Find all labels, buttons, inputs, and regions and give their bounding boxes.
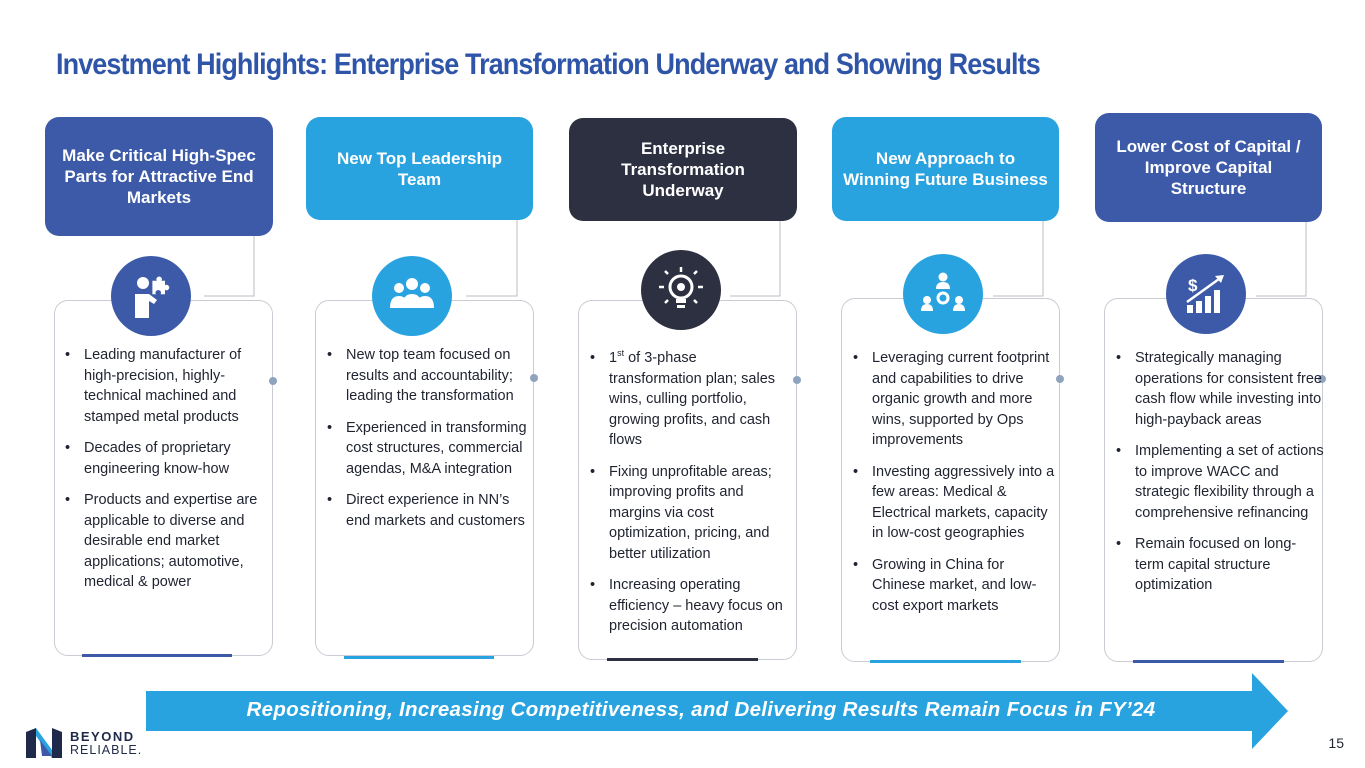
team-icon — [372, 256, 452, 336]
bullet-item: • Growing in China for Chinese market, and low-cost export markets — [850, 555, 1055, 617]
network-gear-icon — [903, 254, 983, 334]
bullet-list — [62, 345, 267, 604]
lightbulb-gear-icon — [641, 250, 721, 330]
svg-text:$: $ — [1188, 276, 1198, 295]
person-puzzle-icon — [111, 256, 191, 336]
bullet-text: of 3-phase transformation plan; sales wins, culling portfolio, growing profits, and cash flows — [609, 350, 776, 448]
ordinal-number: 1 — [609, 350, 618, 366]
column-header-transformation — [569, 118, 797, 221]
logo-text-line1: BEYOND — [70, 729, 135, 744]
connector-dot — [269, 377, 277, 385]
card-underline — [870, 660, 1021, 663]
card-underline — [82, 654, 232, 657]
bullet-item: • Increasing operating efficiency – heavy focus on precision automation — [587, 575, 792, 637]
bullet-item: • Decades of proprietary engineering know-how — [62, 438, 267, 479]
connector-dot — [530, 374, 538, 382]
page-number: 15 — [1328, 735, 1344, 751]
bullet-item: • Experienced in transforming cost structures, commercial agendas, M&A integration — [324, 418, 529, 480]
connector-dot — [1056, 375, 1064, 383]
bullet-list — [850, 348, 1055, 627]
bullet-item: • Leveraging current footprint and capabilities to drive organic growth and more wins, supported by Ops improvements — [850, 348, 1055, 451]
bullet-item: • Leading manufacturer of high-precision, highly-technical machined and stamped metal products — [62, 345, 267, 427]
ordinal-suffix: st — [617, 348, 625, 359]
bullet-item: • Products and expertise are applicable to diverse and desirable end market applications; automotive, medical & power — [62, 490, 267, 593]
column-header-text: Enterprise Transformation Underway — [621, 139, 745, 200]
focus-banner-text: Repositioning, Increasing Competitiveness, and Delivering Results Remain Focus in FY’24 — [246, 698, 1156, 721]
dollar-growth-chart-icon — [1166, 254, 1246, 334]
column-header-leadership — [306, 117, 533, 220]
page-title: Investment Highlights: Enterprise Transformation Underway and Showing Results — [56, 48, 1040, 81]
bullet-list — [324, 345, 529, 542]
card-underline — [1133, 660, 1284, 663]
bullet-list — [1113, 348, 1325, 607]
connector-dot — [793, 376, 801, 384]
bullet-item — [587, 348, 792, 451]
column-header-new-approach — [832, 117, 1059, 221]
bullet-item: • Fixing unprofitable areas; improving profits and margins via cost optimization, pricing, and better utilization — [587, 462, 792, 565]
column-header-cost-of-capital — [1095, 113, 1322, 222]
column-header-text: New Approach to Winning Future Business — [843, 149, 1048, 189]
bullet-item: • New top team focused on results and accountability; leading the transformation — [324, 345, 529, 407]
column-header-text: New Top Leadership Team — [337, 148, 502, 189]
column-header-text: Lower Cost of Capital / Improve Capital Structure — [1116, 137, 1301, 198]
bullet-item: • Strategically managing operations for consistent free cash flow while investing into high-payback areas — [1113, 348, 1325, 430]
bullet-item: • Investing aggressively into a few areas: Medical & Electrical markets, capacity in low-cost geographies — [850, 462, 1055, 544]
logo-text-line2: RELIABLE. — [70, 743, 143, 757]
column-header-critical-parts — [45, 117, 273, 236]
card-underline — [344, 656, 494, 659]
bullet-list — [587, 348, 792, 648]
card-underline — [607, 658, 758, 661]
bullet-item: • Direct experience in NN’s end markets and customers — [324, 490, 529, 531]
column-header-text: Make Critical High-Spec Parts for Attractive End Markets — [62, 146, 256, 207]
bullet-item: • Implementing a set of actions to improve WACC and strategic flexibility through a comprehensive refinancing — [1113, 441, 1325, 523]
company-logo — [26, 728, 68, 758]
bullet-item: • Remain focused on long-term capital structure optimization — [1113, 534, 1325, 596]
